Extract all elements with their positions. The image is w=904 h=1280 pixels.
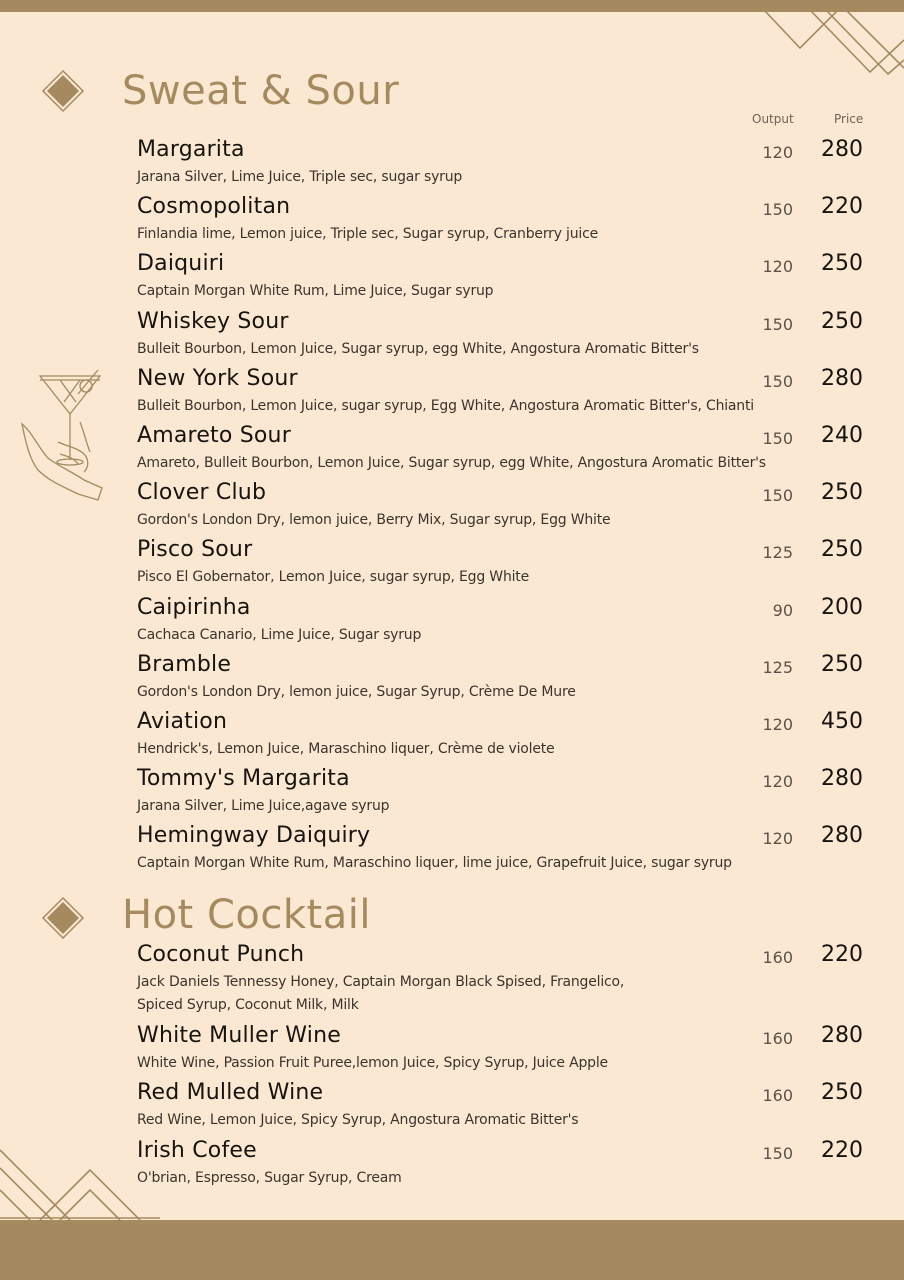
menu-item-price: 280 [821, 766, 863, 791]
menu-item-description [137, 166, 462, 189]
menu-item-name: White Muller Wine [137, 1023, 341, 1048]
menu-item-description-line: Red Wine, Lemon Juice, Spicy Syrup, Angostura Aromatic Bitter's [137, 1112, 579, 1128]
diamond-icon [40, 68, 86, 114]
menu-item-output: 150 [762, 1144, 793, 1163]
art-deco-corner-bottom-left [0, 1140, 160, 1222]
menu-item-description [137, 338, 699, 361]
menu-item-description-line: O'brian, Espresso, Sugar Syrup, Cream [137, 1170, 402, 1186]
menu-item-name: Red Mulled Wine [137, 1080, 324, 1105]
menu-item-price: 250 [821, 652, 863, 677]
menu-item-description [137, 1052, 608, 1075]
menu-item-description-line: Finlandia lime, Lemon juice, Triple sec, Sugar syrup, Cranberry juice [137, 226, 598, 242]
menu-item-price: 280 [821, 823, 863, 848]
menu-item-output: 150 [762, 315, 793, 334]
menu-item-price: 200 [821, 595, 863, 620]
menu-item-name: Margarita [137, 137, 245, 162]
menu-item-price: 280 [821, 1023, 863, 1048]
menu-item-name: Hemingway Daiquiry [137, 823, 371, 848]
menu-item-price: 250 [821, 1080, 863, 1105]
menu-item-output: 150 [762, 486, 793, 505]
cocktail-hand-icon [18, 362, 108, 504]
menu-item-description [137, 1109, 578, 1132]
menu-item-price: 220 [821, 1138, 863, 1163]
menu-item-description-line: Bulleit Bourbon, Lemon Juice, sugar syrup, Egg White, Angostura Aromatic Bitter's, Chianti [137, 398, 754, 414]
menu-item-price: 250 [821, 480, 863, 505]
menu-item-description-line: Jack Daniels Tennessy Honey, Captain Morgan Black Spised, Frangelico, [137, 974, 625, 990]
menu-item-output: 160 [762, 1029, 793, 1048]
menu-item-name: Clover Club [137, 480, 267, 505]
menu-item-price: 450 [821, 709, 863, 734]
menu-item-output: 160 [762, 948, 793, 967]
menu-item-output: 125 [762, 543, 793, 562]
menu-item-description [137, 971, 624, 1017]
menu-item-output: 160 [762, 1086, 793, 1105]
menu-item-output: 90 [772, 601, 793, 620]
menu-item-description-line: Hendrick's, Lemon Juice, Maraschino liquer, Crème de violete [137, 741, 555, 757]
menu-item-name: Amareto Sour [137, 423, 291, 448]
menu-item-description [137, 738, 554, 761]
menu-item-description [137, 395, 754, 418]
menu-item-name: Whiskey Sour [137, 309, 289, 334]
menu-item-description [137, 509, 610, 532]
menu-item-price: 280 [821, 137, 863, 162]
menu-item-description-line: Bulleit Bourbon, Lemon Juice, Sugar syrup, egg White, Angostura Aromatic Bitter's [137, 341, 699, 357]
menu-item-name: Cosmopolitan [137, 194, 291, 219]
menu-item-output: 120 [762, 772, 793, 791]
menu-item-name: Bramble [137, 652, 232, 677]
menu-item-price: 250 [821, 537, 863, 562]
menu-item-price: 220 [821, 194, 863, 219]
menu-item-output: 120 [762, 257, 793, 276]
menu-item-name: New York Sour [137, 366, 298, 391]
menu-item-output: 150 [762, 429, 793, 448]
bottom-border-band [0, 1220, 904, 1280]
menu-item-description-line: White Wine, Passion Fruit Puree,lemon Juice, Spicy Syrup, Juice Apple [137, 1055, 608, 1071]
menu-item-description-line: Cachaca Canario, Lime Juice, Sugar syrup [137, 627, 422, 643]
menu-item-description [137, 452, 766, 475]
menu-item-name: Aviation [137, 709, 228, 734]
menu-item-description-line: Gordon's London Dry, lemon juice, Berry Mix, Sugar syrup, Egg White [137, 512, 611, 528]
menu-item-description-line: Spiced Syrup, Coconut Milk, Milk [137, 997, 359, 1013]
menu-item-price: 250 [821, 309, 863, 334]
menu-item-description-line: Captain Morgan White Rum, Lime Juice, Sugar syrup [137, 283, 494, 299]
menu-item-price: 250 [821, 251, 863, 276]
section-title-hot-cocktail: Hot Cocktail [122, 892, 371, 938]
menu-item-name: Irish Cofee [137, 1138, 257, 1163]
menu-item-description-line: Amareto, Bulleit Bourbon, Lemon Juice, Sugar syrup, egg White, Angostura Aromatic Bitter's [137, 455, 766, 471]
menu-item-output: 125 [762, 658, 793, 677]
menu-item-description [137, 852, 732, 875]
menu-item-description [137, 223, 598, 246]
menu-item-description-line: Jarana Silver, Lime Juice,agave syrup [137, 798, 390, 814]
menu-item-description [137, 566, 529, 589]
menu-item-name: Tommy's Margarita [137, 766, 350, 791]
menu-item-description-line: Pisco El Gobernator, Lemon Juice, sugar syrup, Egg White [137, 569, 530, 585]
section-title-sweat-sour: Sweat & Sour [122, 68, 400, 114]
menu-item-name: Pisco Sour [137, 537, 253, 562]
menu-item-description [137, 280, 493, 303]
menu-item-price: 240 [821, 423, 863, 448]
menu-item-output: 150 [762, 372, 793, 391]
menu-item-description [137, 1167, 402, 1190]
menu-item-output: 120 [762, 143, 793, 162]
menu-item-description [137, 624, 421, 647]
menu-item-price: 280 [821, 366, 863, 391]
menu-item-description-line: Jarana Silver, Lime Juice, Triple sec, sugar syrup [137, 169, 463, 185]
art-deco-corner-top-right [760, 10, 904, 90]
menu-item-description-line: Captain Morgan White Rum, Maraschino liquer, lime juice, Grapefruit Juice, sugar syrup [137, 855, 732, 871]
price-column-header: Price [834, 112, 864, 126]
menu-item-price: 220 [821, 942, 863, 967]
menu-item-output: 120 [762, 829, 793, 848]
menu-item-name: Caipirinha [137, 595, 251, 620]
menu-item-description-line: Gordon's London Dry, lemon juice, Sugar Syrup, Crème De Mure [137, 684, 576, 700]
menu-item-output: 150 [762, 200, 793, 219]
menu-item-output: 120 [762, 715, 793, 734]
output-column-header: Output [752, 112, 794, 126]
diamond-icon [40, 895, 86, 941]
menu-item-description [137, 681, 576, 704]
menu-item-name: Daiquiri [137, 251, 225, 276]
menu-item-name: Coconut Punch [137, 942, 305, 967]
menu-item-description [137, 795, 389, 818]
